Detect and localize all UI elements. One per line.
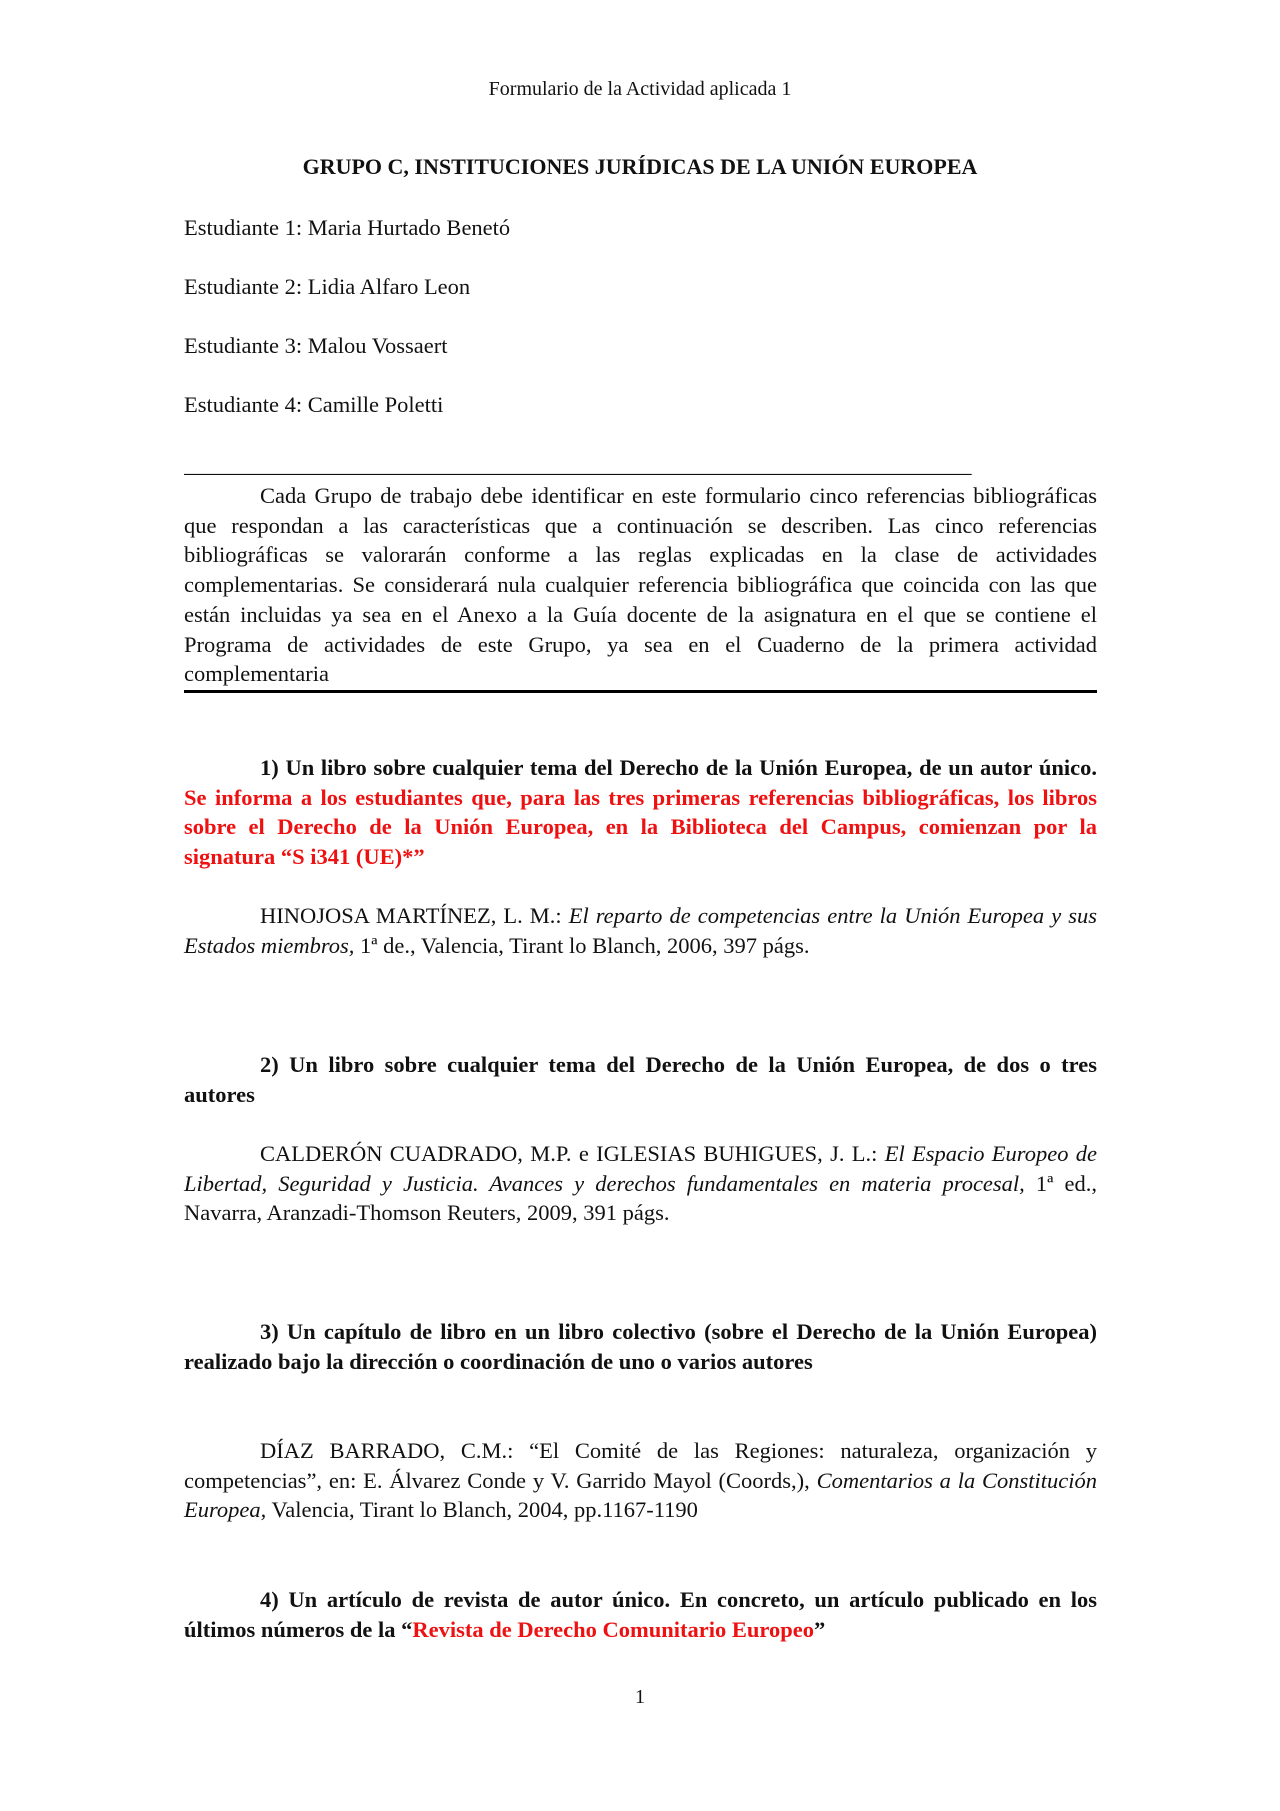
ref-author: HINOJOSA MARTÍNEZ, L. M.:: [260, 903, 569, 928]
ref-details: 1ª de., Valencia, Tirant lo Blanch, 2006, 397 págs.: [354, 932, 810, 958]
section-1-note: Se informa a los estudiantes que, para las tres primeras referencias bibliográficas, los libros sobre el Derecho de la Unión Europea, en la Biblioteca del Campus, comienzan por la signatura “S i341 (UE)*”: [184, 784, 1097, 870]
ref-author: DÍAZ BARRADO, C.M.: “El Comité de las Regiones: naturaleza, organización y competencias”, en: E. Álvarez Conde y V. Garrido Mayol (Coords,),: [184, 1438, 1097, 1493]
ref-title: El reparto de competencias entre la Unión Europea y sus Estados miembros,: [184, 903, 1097, 958]
section-2-reference: [184, 1139, 1097, 1228]
section-3-reference: [184, 1436, 1097, 1525]
section-2-heading: 2) Un libro sobre cualquier tema del Derecho de la Unión Europea, de dos o tres autores: [184, 1052, 1097, 1107]
ref-details: Valencia, Tirant lo Blanch, 2004, pp.1167-1190: [266, 1497, 698, 1523]
separator-line: ______________________________________________________________________: [184, 452, 972, 477]
student-2: Estudiante 2: Lidia Alfaro Leon: [184, 274, 471, 299]
section-1-title: 1) Un libro sobre cualquier tema del Derecho de la Unión Europea, de un autor único.: [260, 755, 1097, 780]
ref-author: CALDERÓN CUADRADO, M.P. e IGLESIAS BUHIGUES, J. L.:: [260, 1141, 885, 1166]
page-header: Formulario de la Actividad aplicada 1: [488, 78, 792, 100]
journal-name: Revista de Derecho Comunitario Europeo: [412, 1616, 814, 1642]
section-1-reference: [184, 901, 1097, 960]
section-1-heading: [184, 753, 1097, 872]
ref-title: Comentarios a la Constitución Europea,: [184, 1467, 1097, 1523]
divider: [184, 690, 1097, 693]
instructions-paragraph: Cada Grupo de trabajo debe identificar en este formulario cinco referencias bibliográficas que respondan a las características que a continuación se describen. Las cinco referencias bibliográficas se valorarán conforme a las reglas explicadas en la clase de actividades complementarias. Se considerará nula cualquier referencia bibliográfica que coincida con las que están incluidas ya sea en el Anexo a la Guía docente de la asignatura en el que se contiene el Programa de actividades de este Grupo, ya sea en el Cuaderno de la primera actividad complementaria: [184, 483, 1097, 687]
ref-title: El Espacio Europeo de Libertad, Seguridad y Justicia. Avances y derechos fundamentales en materia procesal,: [184, 1141, 1097, 1196]
section-4-heading: [184, 1585, 1097, 1644]
student-3: Estudiante 3: Malou Vossaert: [184, 333, 448, 358]
student-1: Estudiante 1: Maria Hurtado Benetó: [184, 215, 511, 240]
page-number: 1: [635, 1686, 645, 1708]
ref-details: 1ª ed., Navarra, Aranzadi-Thomson Reuters, 2009, 391 págs.: [184, 1170, 1097, 1226]
student-4: Estudiante 4: Camille Poletti: [184, 392, 444, 417]
document-title: GRUPO C, INSTITUCIONES JURÍDICAS DE LA UNIÓN EUROPEA: [302, 154, 978, 179]
closing-quote: ”: [814, 1616, 826, 1642]
section-3-heading: 3) Un capítulo de libro en un libro colectivo (sobre el Derecho de la Unión Europea) realizado bajo la dirección o coordinación de uno o varios autores: [184, 1319, 1097, 1374]
section-4-title: 4) Un artículo de revista de autor único. En concreto, un artículo publicado en los últimos números de la “: [184, 1587, 1097, 1642]
